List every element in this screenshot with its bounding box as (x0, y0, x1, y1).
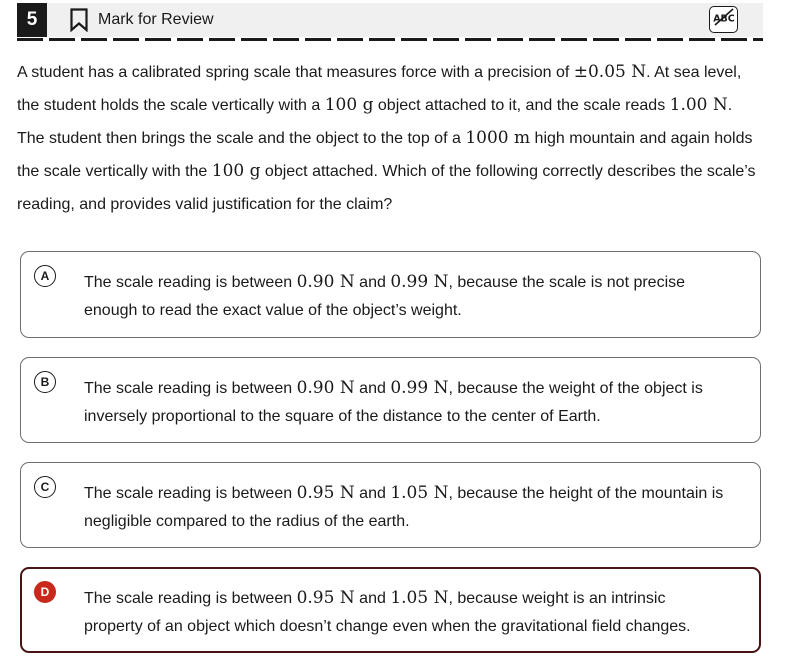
strikethrough-abc-icon (712, 7, 736, 32)
answer-option-d[interactable] (20, 567, 761, 653)
option-text (84, 374, 724, 431)
answer-option-b[interactable] (20, 357, 761, 443)
bookmark-icon (69, 8, 89, 32)
option-text-part: The scale reading is between (84, 485, 297, 502)
question-text-4: . The student then brings the scale and the object to the top of a (17, 97, 733, 147)
option-math: 0.90 N (296, 272, 355, 292)
question-text-3: object attached to it, and the scale reads (373, 97, 670, 114)
question-stem (17, 56, 762, 221)
question-text-2: . At sea level, the student holds the scale vertically with a (17, 64, 742, 114)
math-mass: 100 g (324, 95, 374, 115)
math-precision: ±0.05 N (573, 62, 647, 82)
answer-eliminator-button[interactable] (709, 6, 738, 33)
question-text-5: high mountain and again holds the scale vertically with the (17, 130, 753, 180)
option-text-part: The scale reading is between (84, 380, 297, 397)
option-letter-badge: C (34, 476, 56, 498)
option-letter-badge: D (34, 581, 56, 603)
option-math: 0.99 N (390, 272, 449, 292)
answer-option-c[interactable] (20, 462, 761, 548)
option-math: 0.95 N (296, 483, 355, 503)
option-text-part: and (354, 485, 391, 502)
option-math: 0.90 N (296, 378, 355, 398)
option-letter-badge: B (34, 371, 56, 393)
mark-for-review-label: Mark for Review (98, 11, 214, 28)
header-divider (17, 38, 763, 41)
option-math: 0.99 N (390, 378, 449, 398)
option-math: 1.05 N (390, 483, 449, 503)
option-text-part: , because the scale is not precise enough to read the exact value of the object’s weight. (84, 274, 686, 319)
mark-for-review-button[interactable] (69, 7, 214, 33)
option-math: 1.05 N (390, 588, 449, 608)
question-text-1: A student has a calibrated spring scale that measures force with a precision of (17, 64, 574, 81)
option-text-part: , because the weight of the object is inversely proportional to the square of the distance to the center of Earth. (84, 380, 703, 425)
option-text (84, 268, 724, 325)
option-letter-badge: A (34, 265, 56, 287)
option-text (84, 584, 724, 641)
option-text-part: and (354, 274, 391, 291)
option-text-part: , because the height of the mountain is negligible compared to the radius of the earth. (84, 485, 724, 530)
option-text-part: and (354, 380, 391, 397)
answer-option-a[interactable] (20, 251, 761, 338)
option-text-part: The scale reading is between (84, 274, 297, 291)
option-text-part: and (354, 590, 391, 607)
math-height: 1000 m (465, 128, 531, 148)
question-number: 5 (17, 3, 47, 37)
abc-icon-label: ABC (712, 13, 735, 25)
option-text (84, 479, 724, 536)
question-header (17, 3, 763, 37)
option-text-part: , because weight is an intrinsic property of an object which doesn’t change even when the gravitational field changes. (84, 590, 691, 635)
math-mass-2: 100 g (211, 161, 261, 181)
option-math: 0.95 N (296, 588, 355, 608)
option-text-part: The scale reading is between (84, 590, 297, 607)
math-reading: 1.00 N (669, 95, 728, 115)
question-text-6: object attached. Which of the following correctly describes the scale’s reading, and provides valid justification for the claim? (17, 163, 756, 213)
